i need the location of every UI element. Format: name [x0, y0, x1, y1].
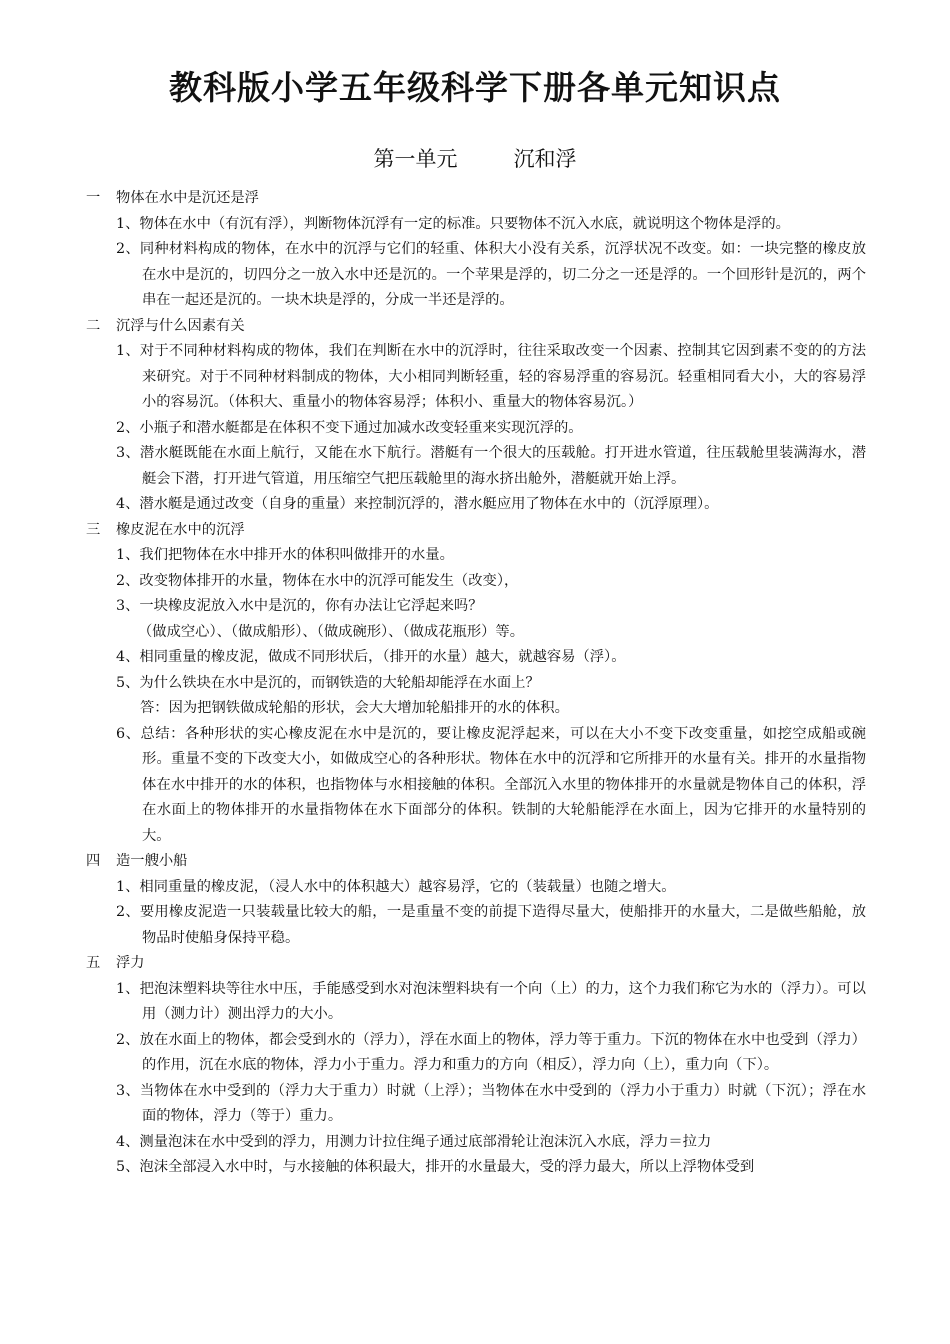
- item-number: 1、: [116, 878, 140, 895]
- item-number: 2、: [116, 241, 140, 257]
- section-title: 物体在水中是沉还是浮: [116, 190, 259, 206]
- unit-label: 第一单元: [373, 147, 458, 171]
- item-text: 改变物体排开的水量，物体在水中的沉浮可能发生（改变），: [139, 572, 519, 589]
- list-item: [86, 237, 866, 314]
- item-answer: 答：因为把钢铁做成轮船的形状，会大大增加轮船排开的水的体积。: [140, 700, 569, 716]
- item-text: 为什么铁块在水中是沉的，而钢铁造的大轮船却能浮在水面上？: [139, 674, 540, 691]
- item-text: 要用橡皮泥造一只装载量比较大的船，一是重量不变的前提下造得尽量大，使船排开的水量大，二是做些船舱，放物品时使船身保持平稳。: [139, 904, 866, 946]
- item-number: 3、: [116, 598, 140, 614]
- item-number: 2、: [116, 419, 140, 436]
- item-text: 泡沫全部浸入水中时，与水接触的体积最大，排开的水量最大，受的浮力最大，所以上浮物体受到: [139, 1159, 755, 1175]
- section-heading: [86, 518, 866, 544]
- section-heading: [86, 951, 866, 977]
- section-number: 五: [86, 955, 101, 971]
- item-text: 我们把物体在水中排开水的体积叫做排开的水量。: [139, 547, 454, 563]
- document-title: 教科版小学五年级科学下册各单元知识点: [169, 68, 781, 107]
- item-number: 1、: [116, 980, 140, 997]
- section-heading: [86, 314, 866, 340]
- item-text: 总结：各种形状的实心橡皮泥在水中是沉的，要让橡皮泥浮起来，可以在大小不变下改变重量，如挖空成船或碗形。重量不变的下改变大小，如做成空心的各种形状。物体在水中的沉浮和它所排开的水量有关。排开的水量指物体在水中排开的水的体积，也指物体与水相接触的体积。全部沉入水里的物体排开的水量就是物体自己的体积，浮在水面上的物体排开的水量指物体在水下面部分的体积。铁制的大轮船能浮在水面上，因为它排开的水量特别的大。: [140, 725, 866, 844]
- list-item: [86, 671, 866, 697]
- list-item: [86, 543, 866, 569]
- list-item: [86, 441, 866, 492]
- item-text: 相同重量的橡皮泥，做成不同形状后，（排开的水量）越大，就越容易（浮）。: [139, 649, 626, 665]
- section-title: 沉浮与什么因素有关: [116, 317, 245, 334]
- list-item: [86, 722, 866, 850]
- unit-name: 沉和浮: [513, 147, 577, 171]
- item-number: 4、: [116, 496, 140, 512]
- unit-heading: [0, 143, 950, 173]
- list-item: [86, 1079, 866, 1130]
- item-text: 物体在水中（有沉有浮），判断物体沉浮有一定的标准。只要物体不沉入水底，就说明这个物体是浮的。: [139, 215, 790, 232]
- item-number: 2、: [116, 1031, 140, 1048]
- section-title: 造一艘小船: [116, 853, 188, 869]
- section-title: 橡皮泥在水中的沉浮: [116, 521, 245, 538]
- item-subline: （做成空心）、（做成船形）、（做成碗形）、（做成花瓶形）等。: [138, 623, 525, 640]
- list-item: [86, 492, 866, 518]
- item-text: 测量泡沫在水中受到的浮力，用测力计拉住绳子通过底部滑轮让泡沫沉入水底，浮力＝拉力: [139, 1133, 712, 1150]
- list-item: [86, 1028, 866, 1079]
- item-text: 小瓶子和潜水艇都是在体积不变下通过加减水改变轻重来实现沉浮的。: [139, 419, 583, 436]
- item-number: 4、: [116, 649, 140, 665]
- item-number: 1、: [116, 547, 140, 563]
- list-item: [86, 339, 866, 416]
- item-number: 3、: [116, 1082, 140, 1099]
- item-number: 3、: [116, 445, 140, 461]
- section-number: 四: [86, 853, 101, 869]
- list-item: [86, 645, 866, 671]
- section-number: 一: [86, 190, 101, 206]
- list-item: [86, 569, 866, 595]
- item-number: 2、: [116, 572, 140, 589]
- item-number: 2、: [116, 904, 140, 920]
- item-text: 对于不同种材料构成的物体，我们在判断在水中的沉浮时，往往采取改变一个因素、控制其它因到素不变的的方法来研究。对于不同种材料制成的物体，大小相同判断轻重，轻的容易浮重的容易沉。轻重相同看大小，大的容易浮小的容易沉。（体积大、重量小的物体容易浮；体积小、重量大的物体容易沉。）: [139, 343, 866, 410]
- list-item: [86, 594, 866, 620]
- section-heading: [86, 849, 866, 875]
- list-item: [86, 875, 866, 901]
- list-item: [86, 900, 866, 951]
- section-number: 二: [86, 317, 101, 334]
- list-item: [86, 212, 866, 238]
- list-item: [86, 416, 866, 442]
- item-number: 6、: [116, 725, 141, 742]
- section-heading: [86, 186, 866, 212]
- item-text: 放在水面上的物体，都会受到水的（浮力），浮在水面上的物体，浮力等于重力。下沉的物体在水中也受到（浮力）的作用，沉在水底的物体，浮力小于重力。浮力和重力的方向（相反），浮力向（上），重力向（下）。: [139, 1031, 866, 1073]
- item-text: 一块橡皮泥放入水中是沉的，你有办法让它浮起来吗？: [139, 598, 483, 614]
- list-item: [86, 1130, 866, 1156]
- section-number: 三: [86, 521, 101, 538]
- item-text: 相同重量的橡皮泥，（浸人水中的体积越大）越容易浮，它的（装载量）也随之增大。: [139, 878, 676, 895]
- section-title: 浮力: [116, 955, 145, 971]
- list-item: [86, 1155, 866, 1181]
- item-number: 4、: [116, 1133, 140, 1150]
- item-number: 1、: [116, 215, 140, 232]
- item-number: 1、: [116, 343, 140, 359]
- item-text: 把泡沫塑料块等往水中压，手能感受到水对泡沫塑料块有一个向（上）的力，这个力我们称它为水的（浮力）。可以用（测力计）测出浮力的大小。: [139, 980, 866, 1022]
- item-number: 5、: [116, 674, 140, 691]
- document-body: [86, 186, 866, 1181]
- item-text: 潜水艇既能在水面上航行，又能在水下航行。潜艇有一个很大的压载舱。打开进水管道，往压载舱里装满海水，潜艇会下潜，打开进气管道，用压缩空气把压载舱里的海水挤出舱外，潜艇就开始上浮。: [139, 445, 866, 487]
- item-text: 潜水艇是通过改变（自身的重量）来控制沉浮的，潜水艇应用了物体在水中的（沉浮原理）。: [139, 496, 719, 512]
- item-text: 同种材料构成的物体，在水中的沉浮与它们的轻重、体积大小没有关系，沉浮状况不改变。如：一块完整的橡皮放在水中是沉的，切四分之一放入水中还是沉的。一个苹果是浮的，切二分之一还是浮的。一个回形针是沉的，两个串在一起还是沉的。一块木块是浮的，分成一半还是浮的。: [139, 241, 866, 308]
- list-item: [86, 977, 866, 1028]
- item-number: 5、: [116, 1159, 140, 1175]
- item-text: 当物体在水中受到的（浮力大于重力）时就（上浮）；当物体在水中受到的（浮力小于重力）时就（下沉）；浮在水面的物体，浮力（等于）重力。: [139, 1082, 866, 1124]
